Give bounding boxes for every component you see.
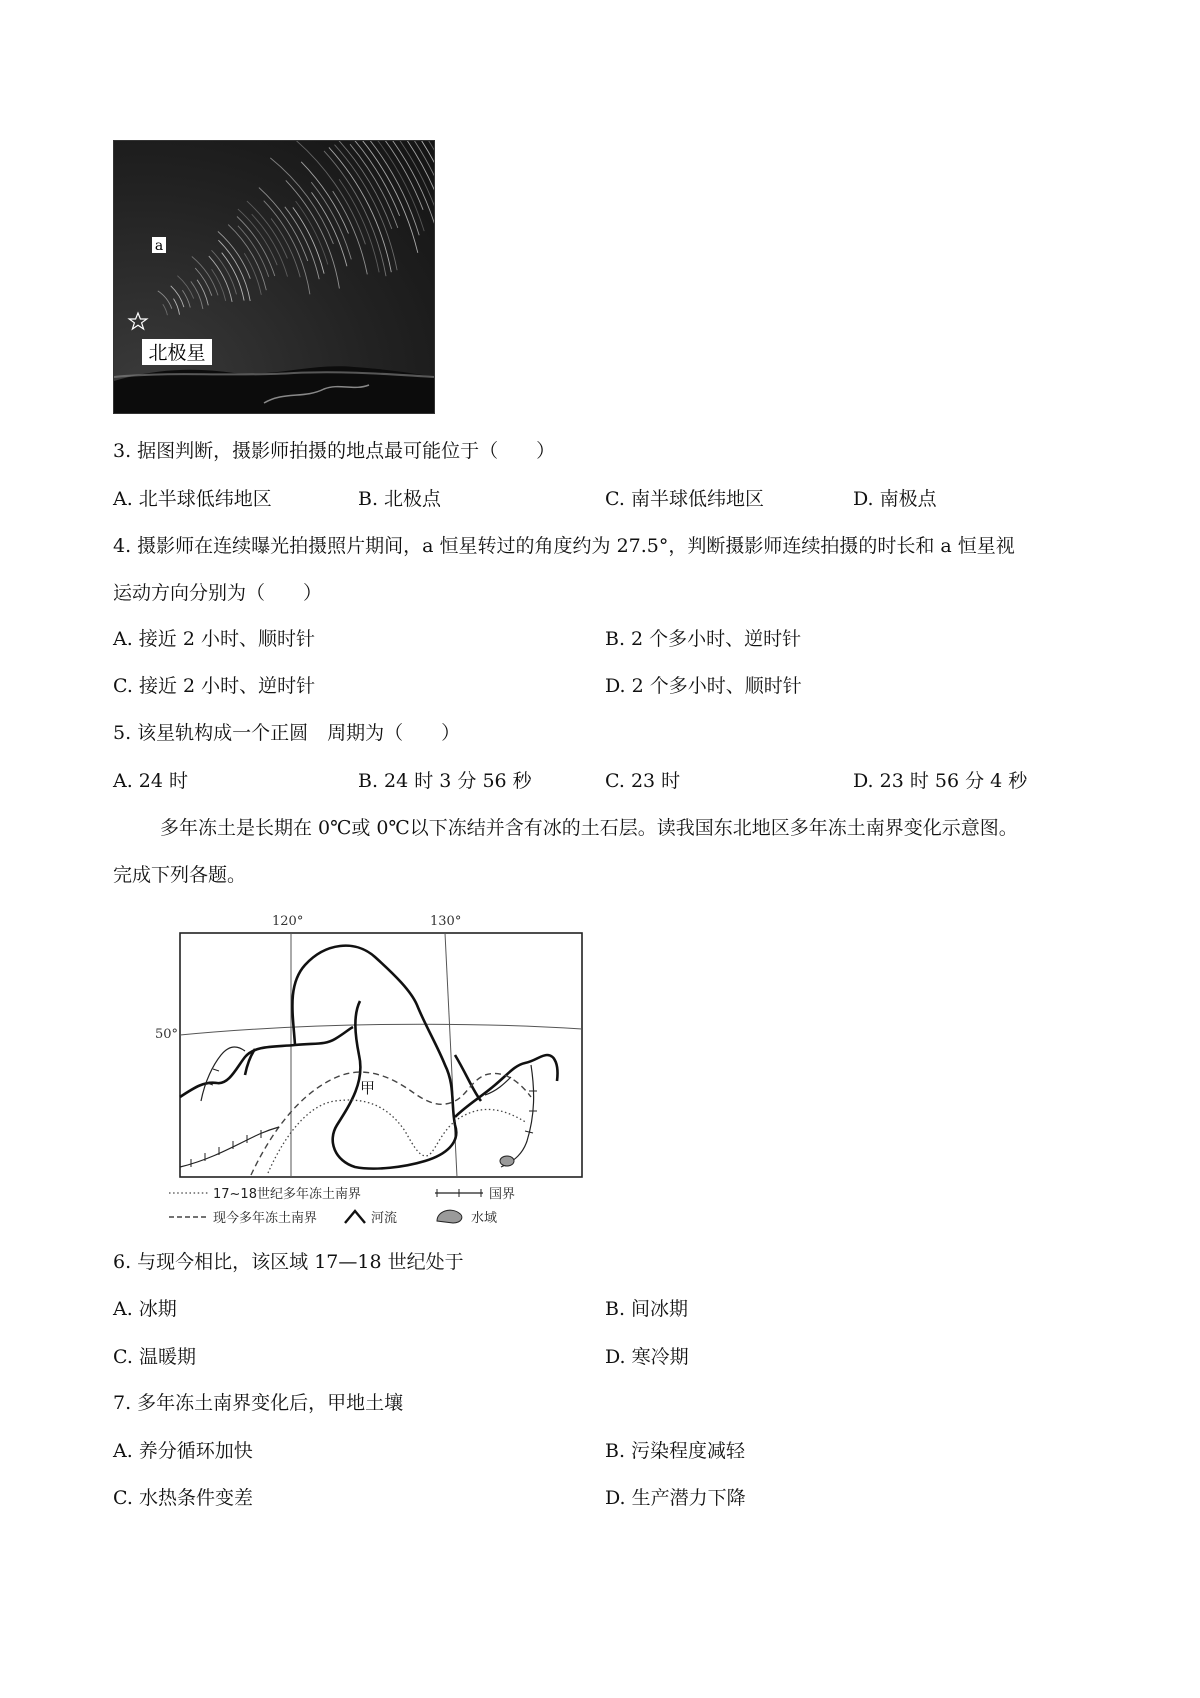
- q6-option-a: A. 冰期: [113, 1298, 177, 1320]
- map-legend: [169, 1186, 515, 1225]
- q7-option-d: D. 生产潜力下降: [605, 1487, 746, 1509]
- legend-border-symbol: [435, 1189, 483, 1197]
- q7-option-a: A. 养分循环加快: [113, 1440, 253, 1462]
- q5-option-a: A. 24 时: [113, 770, 189, 792]
- q4-option-a: A. 接近 2 小时、顺时针: [113, 628, 315, 650]
- map-region-label: 甲: [360, 1079, 376, 1097]
- legend-current-label: 现今多年冻土南界: [213, 1211, 318, 1225]
- q5-option-b: B. 24 时 3 分 56 秒: [358, 770, 532, 792]
- q5-option-d: D. 23 时 56 分 4 秒: [853, 770, 1028, 792]
- q6-option-d: D. 寒冷期: [605, 1346, 689, 1368]
- q4-stem-line1: 4. 摄影师在连续曝光拍摄照片期间，a 恒星转过的角度约为 27.5°，判断摄影师连续拍摄的时长和 a 恒星视: [113, 535, 1015, 557]
- q4-option-d: D. 2 个多小时、顺时针: [605, 675, 802, 697]
- intro-line1: 多年冻土是长期在 0℃或 0℃以下冻结并含有冰的土石层。读我国东北地区多年冻土南界变化示意图。: [160, 817, 1018, 839]
- permafrost-map: [155, 905, 585, 1225]
- intro-line2: 完成下列各题。: [113, 864, 247, 886]
- q4-option-c: C. 接近 2 小时、逆时针: [113, 675, 316, 697]
- q3-stem: 3. 据图判断，摄影师拍摄的地点最可能位于（ ）: [113, 440, 556, 462]
- q6-option-b: B. 间冰期: [605, 1298, 689, 1320]
- q5-stem: 5. 该星轨构成一个正圆 周期为（ ）: [113, 722, 461, 744]
- q7-option-b: B. 污染程度减轻: [605, 1440, 746, 1462]
- q3-option-d: D. 南极点: [853, 488, 937, 510]
- star-trail-photo: [113, 140, 435, 414]
- q3-option-a: A. 北半球低纬地区: [113, 488, 272, 510]
- map-lon-130: 130°: [430, 914, 462, 929]
- legend-river-symbol: [345, 1211, 365, 1223]
- q4-stem-line2: 运动方向分别为（ ）: [113, 582, 323, 604]
- q3-option-c: C. 南半球低纬地区: [605, 488, 764, 510]
- photo-label-a: a: [154, 238, 164, 254]
- legend-historic-label: 17~18世纪多年冻土南界: [213, 1187, 361, 1202]
- legend-border-label: 国界: [489, 1187, 516, 1202]
- q7-stem: 7. 多年冻土南界变化后，甲地土壤: [113, 1392, 404, 1414]
- legend-water-symbol: [437, 1210, 462, 1223]
- legend-water-label: 水域: [471, 1211, 498, 1225]
- q6-stem: 6. 与现今相比，该区域 17—18 世纪处于: [113, 1251, 464, 1273]
- q3-option-b: B. 北极点: [358, 488, 442, 510]
- photo-label-polaris: 北极星: [148, 342, 206, 364]
- map-lat-50: 50°: [155, 1027, 179, 1042]
- q4-option-b: B. 2 个多小时、逆时针: [605, 628, 802, 650]
- q6-option-c: C. 温暖期: [113, 1346, 196, 1368]
- water-body-icon: [500, 1156, 514, 1166]
- legend-river-label: 河流: [371, 1211, 398, 1225]
- map-lon-120: 120°: [272, 914, 304, 929]
- q5-option-c: C. 23 时: [605, 770, 681, 792]
- q7-option-c: C. 水热条件变差: [113, 1487, 253, 1509]
